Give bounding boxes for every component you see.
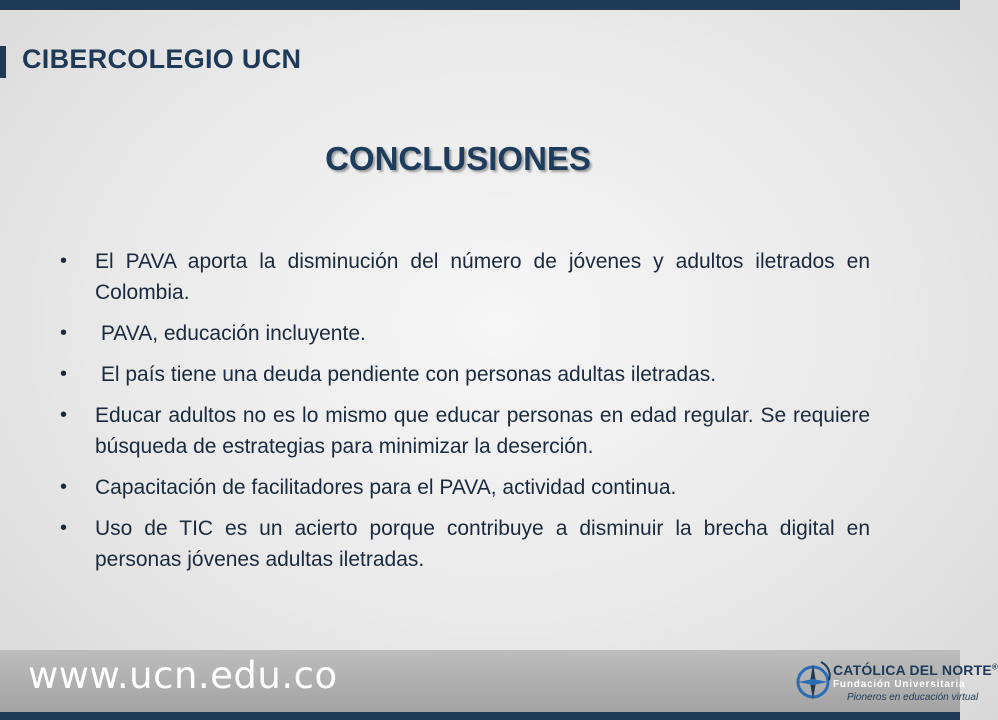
compass-globe-icon <box>795 656 835 704</box>
bullet-item <box>60 400 870 462</box>
bullet-item <box>60 246 870 308</box>
bullet-marker: • <box>60 517 68 539</box>
bullet-text: Uso de TIC es un acierto porque contribuye a disminuir la brecha digital en personas jóvenes adultas iletradas. <box>95 517 870 571</box>
bullet-text: El país tiene una deuda pendiente con personas adultas iletradas. <box>95 363 717 386</box>
bullet-marker: • <box>60 404 68 426</box>
bullet-text: PAVA, educación incluyente. <box>95 322 366 345</box>
bullet-item <box>60 513 870 575</box>
bullet-item <box>60 472 870 503</box>
bullet-marker: • <box>60 476 68 498</box>
bullet-text: Educar adultos no es lo mismo que educar personas en edad regular. Se requiere búsqueda de estrategias para minimizar la deserción. <box>95 404 870 458</box>
bottom-accent-bar <box>0 712 960 720</box>
catolica-del-norte-logo <box>795 656 998 708</box>
bullet-marker: • <box>60 250 68 272</box>
logo-tagline: Pioneros en educación virtual <box>847 692 979 703</box>
bullet-item <box>60 318 870 349</box>
bullet-text: El PAVA aporta la disminución del número de jóvenes y adultos iletrados en Colombia. <box>95 250 870 304</box>
conclusions-list <box>60 246 870 585</box>
brand-title: CIBERCOLEGIO UCN <box>22 44 302 74</box>
bullet-marker: • <box>60 322 68 344</box>
slide-title: CONCLUSIONES <box>325 140 591 177</box>
bullet-item <box>60 359 870 390</box>
footer-url: www.ucn.edu.co <box>28 654 338 697</box>
logo-subtitle: Fundación Universitaria <box>833 679 966 690</box>
brand-accent-mark <box>0 46 6 78</box>
top-accent-bar <box>0 0 960 10</box>
logo-name: CATÓLICA DEL NORTE® <box>833 662 998 678</box>
bullet-marker: • <box>60 363 68 385</box>
bullet-text: Capacitación de facilitadores para el PAVA, actividad continua. <box>95 476 677 499</box>
